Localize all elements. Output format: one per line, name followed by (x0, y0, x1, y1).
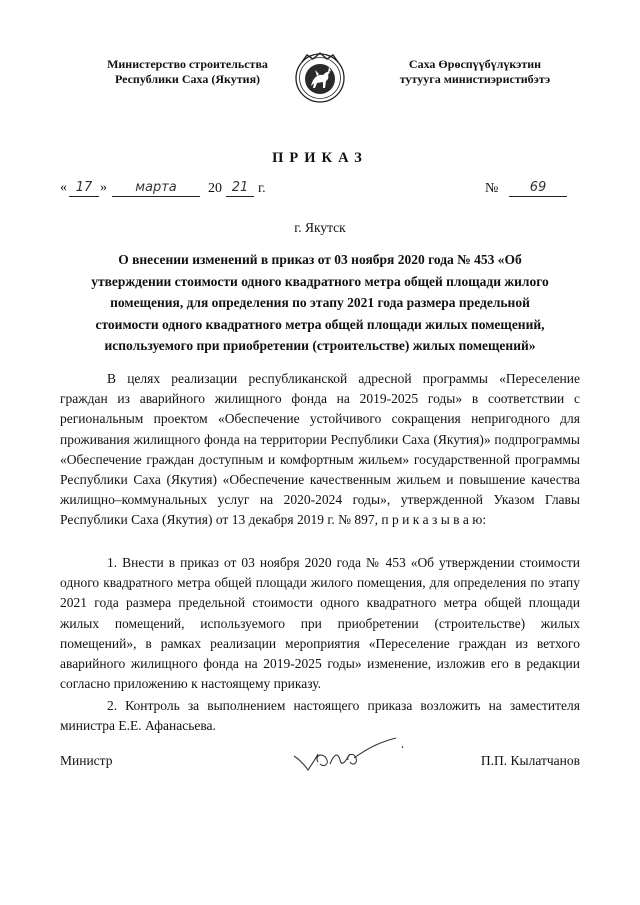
item-2-paragraph: 2. Контроль за выполнением настоящего приказа возложить на заместителя министра Е.Е. Афанасьева. (60, 698, 580, 734)
handwritten-signature (290, 730, 410, 780)
signature-name: П.П. Кылатчанов (480, 753, 580, 768)
date-month: марта (112, 180, 200, 197)
date-year-unit: г. (258, 181, 266, 196)
document-title: ПРИКАЗ (272, 150, 368, 166)
date-day: 17 (69, 180, 99, 197)
date-year-suffix: 21 (226, 180, 254, 197)
order-number (485, 180, 585, 200)
coat-of-arms-emblem (295, 50, 345, 106)
ministry-name-yakut (370, 57, 580, 87)
order-date (60, 180, 300, 200)
item-1-paragraph: 1. Внести в приказ от 03 ноября 2020 года № 453 «Об утверждении стоимости одного квадратного метра общей площади жилого помещения, для определения по этапу 2021 года размера предельной стоимости одного квадратного метра общей площади жилых помещений, используемого при приобретении (строительстве) жилых помещений», в рамках реализации мероприятия «Переселение граждан из ветхого аварийного жилищного фонда на 2019-2025 годы» изменение, изложив его в редакции согласно приложению к настоящему приказу. (60, 555, 580, 692)
date-close-quote: » (100, 180, 107, 195)
ministry-name-ru-line2: Республики Саха (Якутия) (114, 72, 261, 86)
ministry-name-ru-line1: Министерство строительства (107, 57, 268, 71)
number-value: 69 (509, 180, 567, 197)
date-open-quote: « (60, 180, 67, 195)
city: г. Якутск (294, 220, 346, 235)
ministry-name-sah-line2: тутууга министиэристибэтэ (399, 72, 551, 86)
ministry-name-russian (70, 57, 305, 87)
preamble-paragraph: В целях реализации республиканской адресной программы «Переселение граждан из аварийного жилищного фонда на 2019-2025 годы» в соответствии с региональным проектом «Обеспечение устойчивого сокращения непригодного для проживания жилищного фонда на территории Республики Саха (Якутия)» подпрограммы «Обеспечение граждан доступным и комфортным жильем» государственной программы Республики Саха (Якутия) «Обеспечение качественным жильем и повышение качества жилищно–коммунальных услуг на 2020-2024 годы», утвержденной Указом Главы Республики Саха (Якутия) от 13 декабря 2019 г. № 897, п р и к а з ы в а ю: (60, 371, 580, 528)
signature-position: Министр (60, 753, 113, 768)
number-sign: № (485, 181, 499, 196)
order-subject: О внесении изменений в приказ от 03 ноября 2020 года № 453 «Об утверждении стоимости одного квадратного метра общей площади жилого помещения, для определения по этапу 2021 года размера предельной стоимости одного квадратного метра общей площади жилых помещений, используемого при приобретении (строительстве) жилых помещений» (91, 252, 549, 353)
date-year-prefix: 20 (208, 181, 222, 196)
ministry-name-sah-line1: Саха Өрөспүүбүлүкэтин (408, 57, 542, 71)
